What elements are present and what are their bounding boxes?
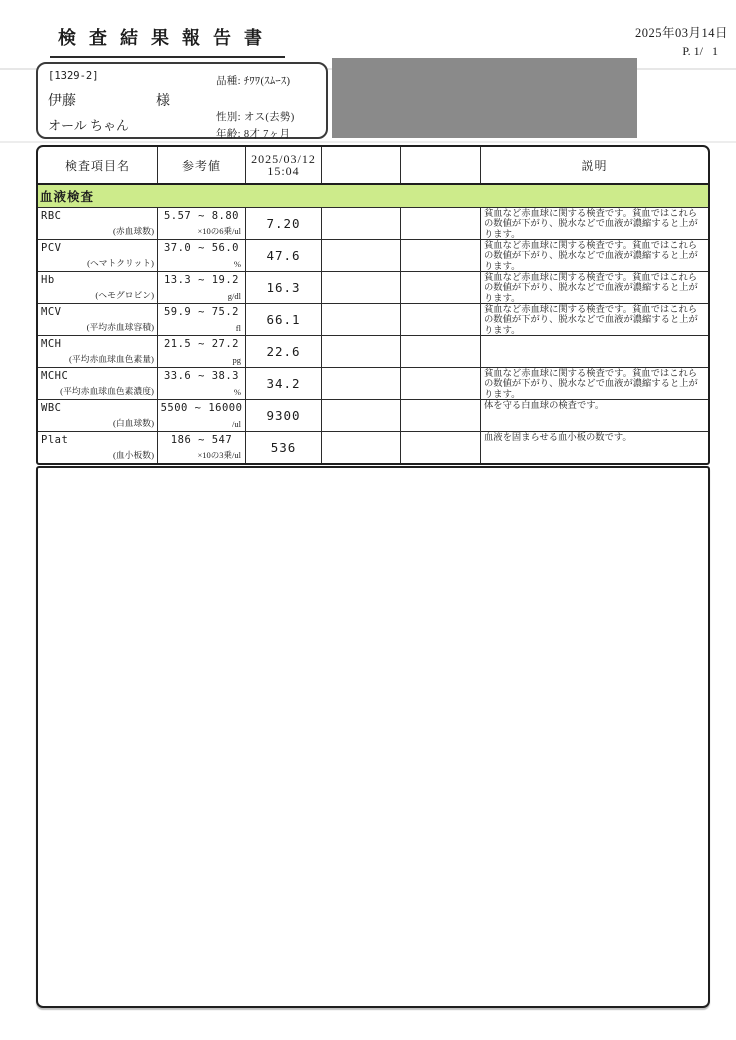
test-code: MCH xyxy=(41,338,62,350)
age-label: 年齢: xyxy=(216,129,241,140)
test-description: 貧血など赤血球に関する検査です。貧血ではこれらの数値が下がり、脱水などで血液が濃縮すると上がります。 xyxy=(484,273,698,303)
test-description: 貧血など赤血球に関する検査です。貧血ではこれらの数値が下がり、脱水などで血液が濃縮すると上がります。 xyxy=(484,305,698,335)
blank-cell xyxy=(401,336,481,367)
test-code: WBC xyxy=(41,402,62,414)
blank-cell xyxy=(401,272,481,303)
test-name-jp: (ヘモグロビン) xyxy=(95,290,154,300)
reference-unit: ×10の6乗/ul xyxy=(197,226,241,236)
blank-cell xyxy=(401,432,481,463)
blank-cell xyxy=(322,272,401,303)
reference-range: 33.6 ~ 38.3 xyxy=(163,370,240,382)
table-row xyxy=(38,400,708,432)
blank-cell xyxy=(322,336,401,367)
reference-range: 5500 ~ 16000 xyxy=(160,402,243,414)
reference-range: 13.3 ~ 19.2 xyxy=(163,274,240,286)
sex-line xyxy=(216,109,295,124)
reference-unit: % xyxy=(233,387,241,397)
reference-range: 186 ~ 547 xyxy=(170,434,233,446)
blank-cell xyxy=(401,304,481,335)
reference-unit: g/dl xyxy=(227,291,241,301)
blank-cell xyxy=(401,240,481,271)
blank-cell xyxy=(401,208,481,239)
test-description: 血液を固まらせる血小板の数です。 xyxy=(484,433,632,443)
owner-name-line xyxy=(48,90,170,110)
table-row xyxy=(38,240,708,272)
test-description xyxy=(481,336,708,367)
test-code: MCHC xyxy=(41,370,69,382)
blank-cell xyxy=(322,368,401,399)
test-name-jp: (ヘマトクリット) xyxy=(87,258,154,268)
result-value: 9300 xyxy=(246,400,322,431)
sex-value: オス(去勢) xyxy=(243,112,295,123)
reference-range: 37.0 ~ 56.0 xyxy=(163,242,240,254)
test-name-jp: (血小板数) xyxy=(112,450,154,460)
blank-cell xyxy=(401,400,481,431)
table-row xyxy=(38,272,708,304)
test-code: MCV xyxy=(41,306,62,318)
test-description: 貧血など赤血球に関する検査です。貧血ではこれらの数値が下がり、脱水などで血液が濃縮すると上がります。 xyxy=(484,241,698,271)
report-date: 2025年03月14日 xyxy=(634,26,728,40)
header-right xyxy=(635,23,728,59)
pet-name: オール ちゃん xyxy=(48,118,129,133)
age-value: 8才 7ヶ月 xyxy=(243,129,291,140)
column-header-blank xyxy=(401,147,481,183)
test-code: PCV xyxy=(41,242,62,254)
result-value: 16.3 xyxy=(246,272,322,303)
table-header-row xyxy=(38,147,708,185)
test-name-jp: (平均赤血球血色素濃度) xyxy=(60,386,154,396)
breed-value: ﾁﾜﾜ(ｽﾑｰｽ) xyxy=(243,76,291,87)
column-header-blank xyxy=(322,147,401,183)
blank-cell xyxy=(401,368,481,399)
test-code: Hb xyxy=(41,274,55,286)
owner-honorific: 様 xyxy=(156,94,170,109)
test-name-jp: (平均赤血球血色素量) xyxy=(68,354,154,364)
reference-range: 59.9 ~ 75.2 xyxy=(163,306,240,318)
reference-range: 21.5 ~ 27.2 xyxy=(163,338,240,350)
test-name-jp: (平均赤血球容積) xyxy=(86,322,154,332)
column-header-reference: 参考値 xyxy=(158,147,246,183)
blank-cell xyxy=(322,208,401,239)
report-title-text: 検査結果報告書 xyxy=(58,28,275,48)
table-row xyxy=(38,336,708,368)
table-row xyxy=(38,208,708,240)
blank-cell xyxy=(322,432,401,463)
column-header-item: 検査項目名 xyxy=(38,147,158,183)
reference-unit: fl xyxy=(235,323,241,333)
test-description: 貧血など赤血球に関する検査です。貧血ではこれらの数値が下がり、脱水などで血液が濃縮すると上がります。 xyxy=(484,209,698,239)
test-name-jp: (白血球数) xyxy=(112,418,154,428)
result-value: 34.2 xyxy=(246,368,322,399)
reference-unit: ×10の3乗/ul xyxy=(197,450,241,460)
table-row xyxy=(38,304,708,336)
test-code: RBC xyxy=(41,210,62,222)
column-header-datetime xyxy=(246,147,322,183)
reference-range: 5.57 ~ 8.80 xyxy=(163,210,240,222)
patient-id: [1329-2] xyxy=(48,70,99,82)
column-header-description: 説明 xyxy=(581,158,608,173)
result-value: 7.20 xyxy=(246,208,322,239)
result-date: 2025/03/12 xyxy=(251,152,316,166)
breed-line xyxy=(216,73,290,88)
section-header-blood-test xyxy=(38,185,708,208)
breed-label: 品種: xyxy=(216,76,241,87)
blank-cell xyxy=(322,240,401,271)
test-description: 貧血など赤血球に関する検査です。貧血ではこれらの数値が下がり、脱水などで血液が濃縮すると上がります。 xyxy=(484,369,698,399)
test-name-jp: (赤血球数) xyxy=(112,226,154,236)
page-number: P. 1/ 1 xyxy=(682,44,718,58)
reference-unit: /ul xyxy=(232,419,241,429)
results-table xyxy=(36,145,710,465)
patient-info-box xyxy=(36,62,328,139)
sex-label: 性別: xyxy=(216,112,241,123)
test-code: Plat xyxy=(41,434,69,446)
scan-artifact-line xyxy=(0,141,736,143)
test-description: 体を守る白血球の検査です。 xyxy=(484,401,605,411)
reference-unit: pg xyxy=(232,355,241,365)
blank-cell xyxy=(322,400,401,431)
blank-cell xyxy=(322,304,401,335)
result-value: 22.6 xyxy=(246,336,322,367)
redacted-area xyxy=(332,58,637,138)
result-value: 47.6 xyxy=(246,240,322,271)
result-value: 66.1 xyxy=(246,304,322,335)
result-time: 15:04 xyxy=(267,164,300,178)
table-body xyxy=(38,208,708,463)
reference-unit: % xyxy=(233,259,241,269)
empty-notes-area xyxy=(36,466,710,1008)
result-value: 536 xyxy=(246,432,322,463)
owner-name: 伊藤 xyxy=(48,94,76,109)
report-title xyxy=(50,20,285,58)
age-line xyxy=(216,126,290,141)
section-title: 血液検査 xyxy=(40,190,95,204)
table-row xyxy=(38,368,708,400)
table-row xyxy=(38,432,708,463)
